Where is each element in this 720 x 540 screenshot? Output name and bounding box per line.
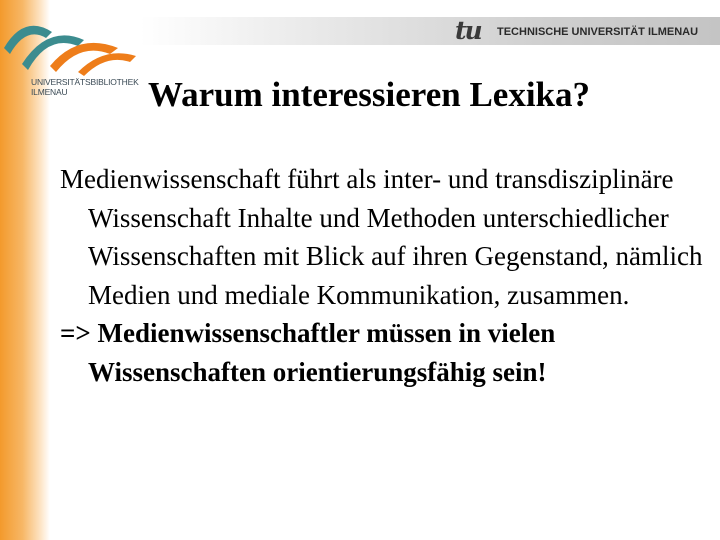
library-name [31,77,141,97]
slide-body [60,160,710,391]
library-name-line2: ILMENAU [31,87,68,97]
university-name: TECHNISCHE UNIVERSITÄT ILMENAU [497,26,699,38]
tu-logo-mark: tu [455,16,481,45]
body-paragraph-2: => Medienwissenschaftler müssen in vielen Wissenschaften orientierungsfähig sein! [60,318,556,387]
body-paragraph-1: Medienwissenschaft führt als inter- und transdisziplinäre Wissenschaft Inhalte und Methoden unterschiedlicher Wissenschaften mit Blick auf ihren Gegenstand, nämlich Medien und mediale Kommunikation, zusammen. [60,164,703,310]
slide-title: Warum interessieren Lexika? [148,75,591,114]
library-logo-icon [0,6,140,78]
library-name-line1: UNIVERSITÄTSBIBLIOTHEK [31,77,139,87]
